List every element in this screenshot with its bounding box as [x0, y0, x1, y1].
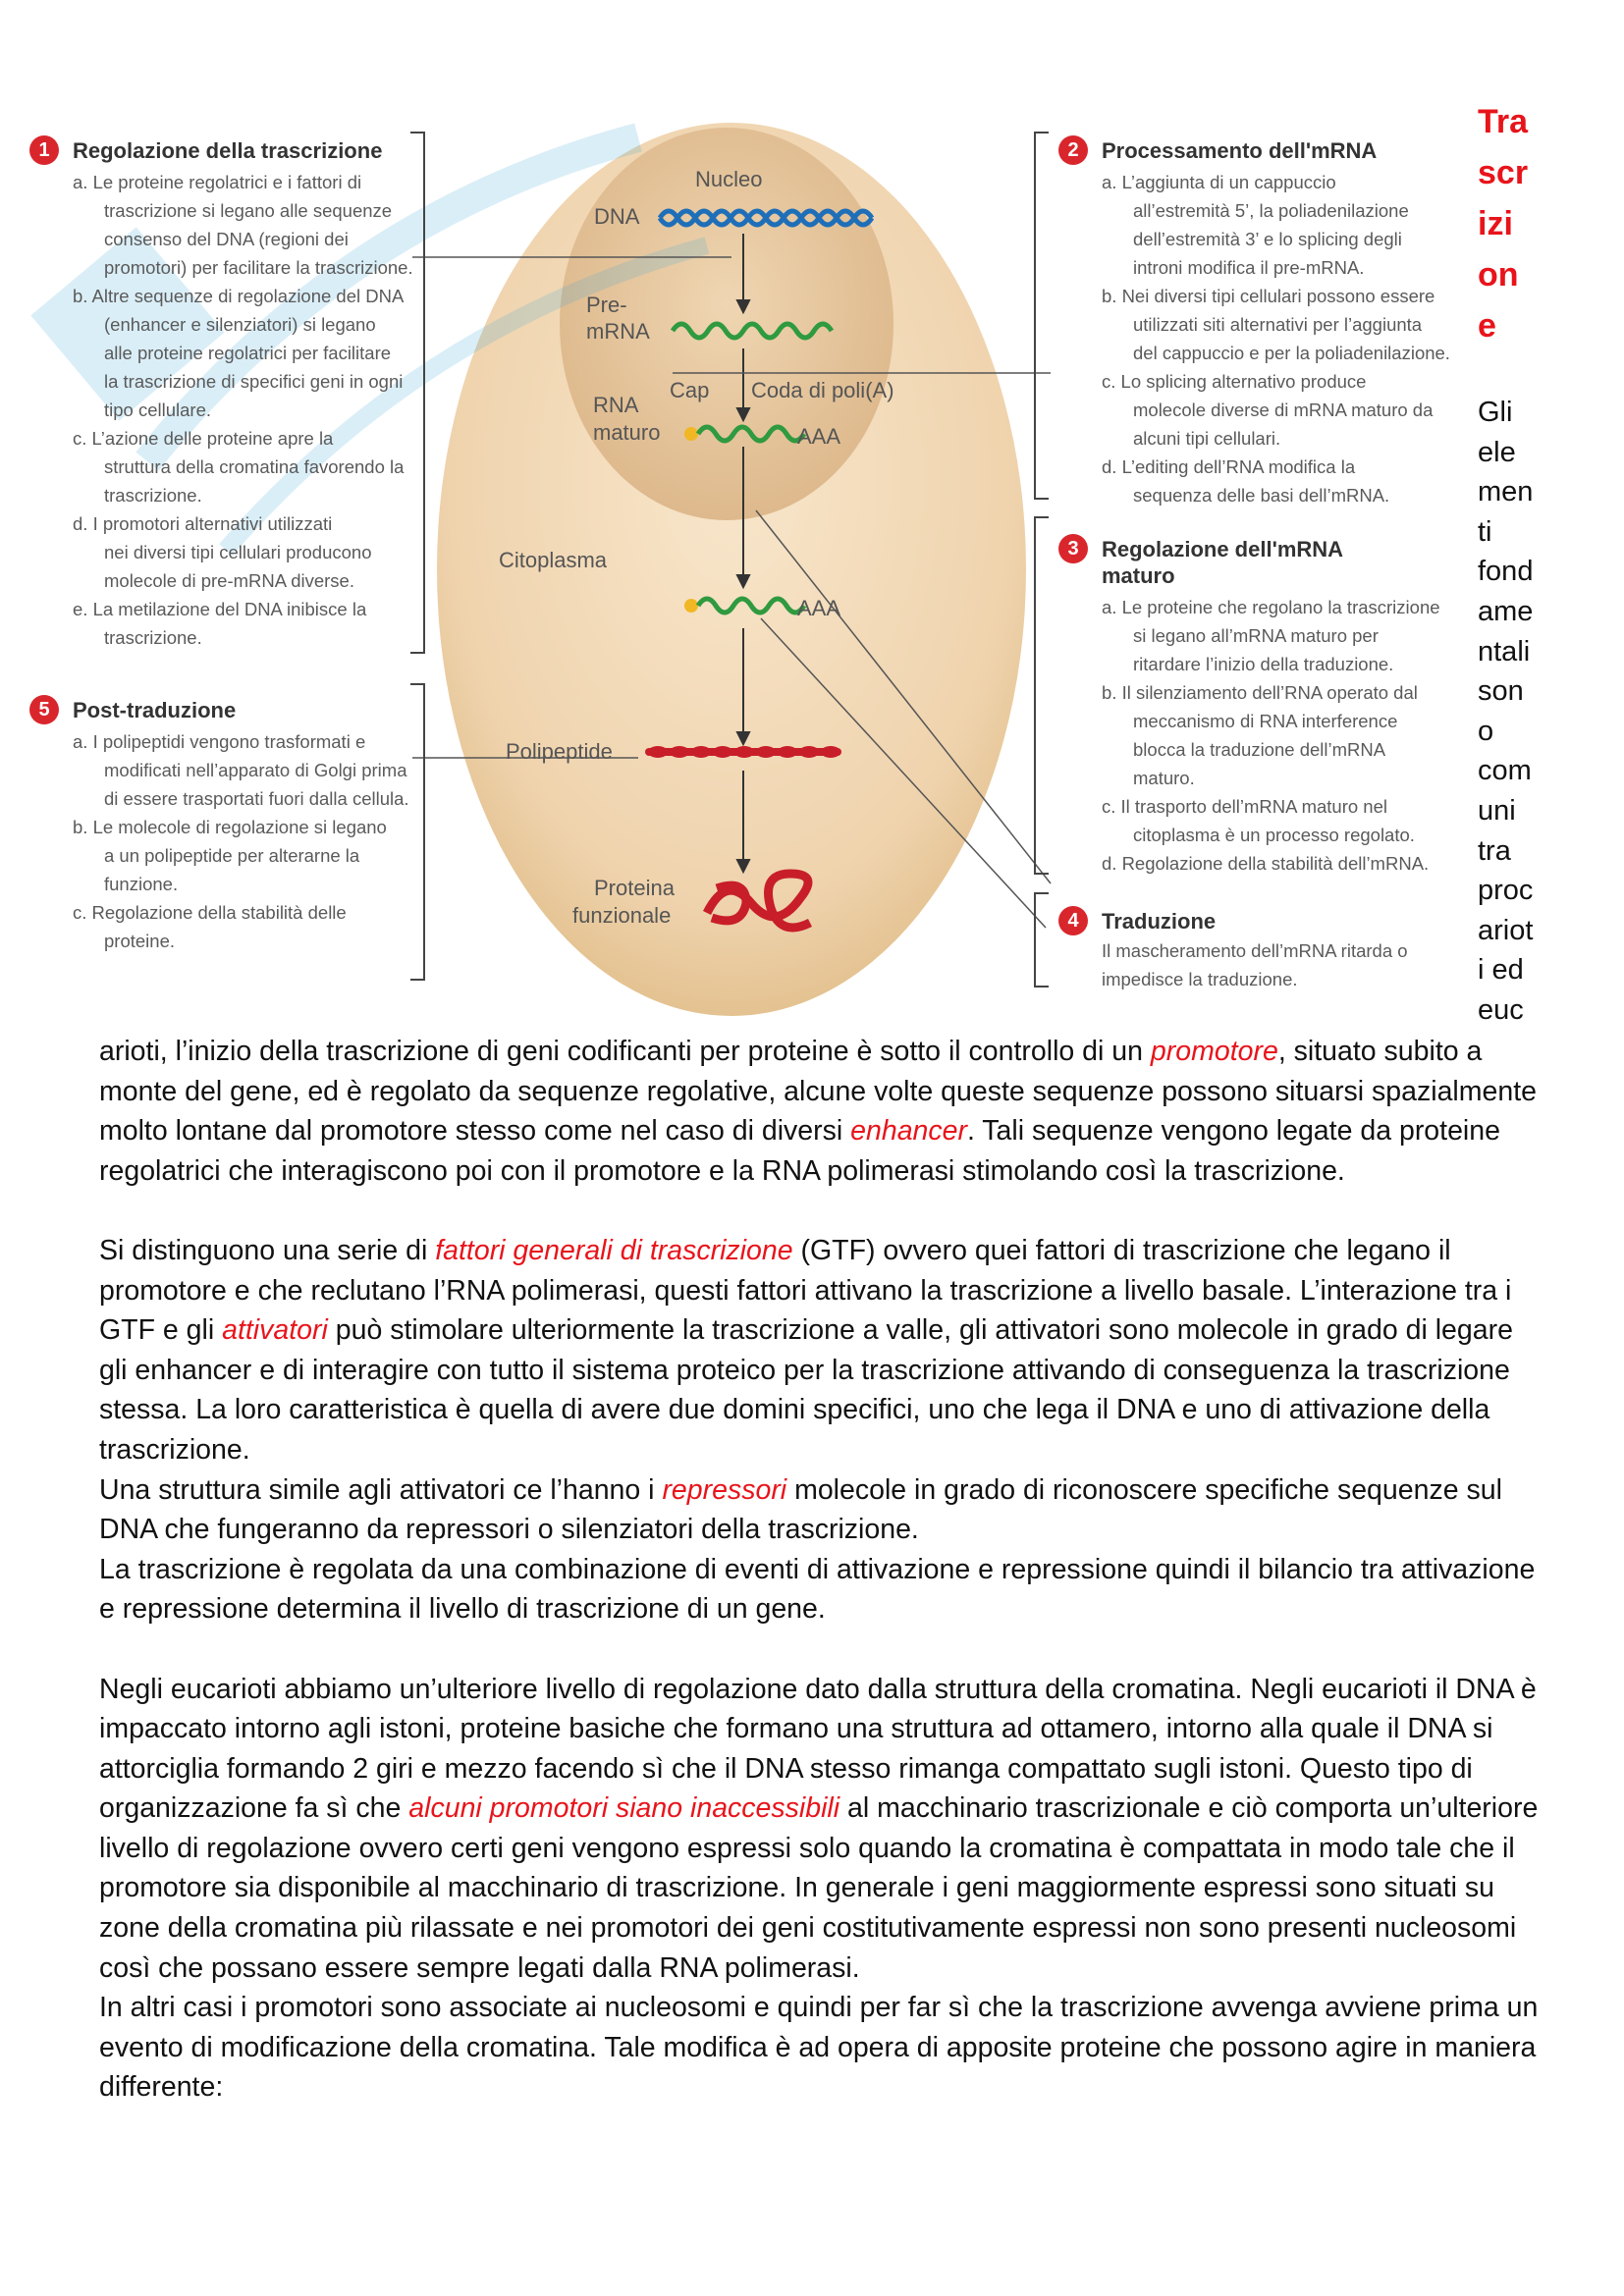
title-fragment: izi — [1478, 205, 1513, 242]
step-badge: 3 — [1058, 534, 1088, 563]
dna-label: DNA — [594, 204, 640, 229]
step-badge: 1 — [29, 135, 59, 165]
title-fragment: scr — [1478, 154, 1529, 191]
cap-label: Cap — [670, 378, 710, 402]
panel-items: a. I polipeptidi vengono trasformati e modificati nell’apparato di Golgi prima di essere trasportati fuori dalla cellula. b. Le molecole di regolazione si legano a un polipeptide per alterarne la funzione. c. Regolazione della stabilità delle proteine. — [73, 731, 409, 951]
paragraph-gtf: Si distinguono una serie di fattori generali di trascrizione (GTF) ovvero quei fattori di trascrizione che legano il promotore e che reclutano l’RNA polimerasi, questi fattori attivano la trascrizione a livello basale. L’interazione tra i GTF e gli attivatori può stimolare ulteriormente la trascrizione a valle, gli attivatori sono molecole in grado di legare gli enhancer e di interagire con tutto il sistema proteico per la trascrizione attivando di conseguenza la trascrizione stessa. La loro caratteristica è quella di avere due domini specifici, uno che lega il DNA e uno di attivazione della trascrizione. — [99, 1234, 1513, 1466]
aaa-label-cytoplasm: AAA — [797, 596, 841, 620]
title-fragment: e — [1478, 307, 1496, 345]
panel-items: a. L’aggiunta di un cappuccio all’estremità 5’, la poliadenilazione dell’estremità 3’ e lo splicing degli introni modifica il pre-mRNA. b. Nei diversi tipi cellulari possono essere utilizzati siti alternativi per l’aggiunta del cappuccio e per la poliadenilazione. c. Lo splicing alternativo produce molecole diverse di mRNA maturo da alcuni tipi cellulari. d. L’editing dell’RNA modifica la sequenza delle basi dell’mRNA. — [1102, 172, 1450, 506]
panel-title: 1 Regolazione della trascrizione — [29, 137, 422, 164]
aaa-label-nucleus: AAA — [797, 424, 841, 449]
panel-title: 4 Traduzione — [1058, 908, 1461, 934]
panel-title: 3 Regolazione dell'mRNA maturo — [1058, 536, 1461, 589]
panel-items: a. Le proteine che regolano la trascrizione si legano all’mRNA maturo per ritardare l’inizio della traduzione. b. Il silenziamento dell’RNA operato dal meccanismo di RNA interference blocca la traduzione dell’mRNA maturo. c. Il trasporto dell’mRNA maturo nel citoplasma è un processo regolato. d. Regolazione della stabilità dell’mRNA. — [1102, 597, 1440, 874]
cap-marker — [684, 427, 698, 441]
gene-expression-figure — [0, 0, 1624, 1050]
panel-post-translation — [29, 697, 422, 955]
paragraph-promoter: arioti, l’inizio della trascrizione di geni codificanti per proteine è sotto il controllo di un promotore, situato subito a monte del gene, ed è regolato da sequenze regolative, alcune volte queste sequenze possono situarsi spazialmente molto lontane dal promotore stesso come nel caso di diversi enhancer. Tali sequenze vengono legate da proteine regolatrici che interagiscono poi con il promotore e la RNA polimerasi stimolando così la trascrizione. — [99, 1036, 1537, 1187]
panel-items: a. Le proteine regolatrici e i fattori di trascrizione si legano alle sequenze consenso del DNA (regioni dei promotori) per facilitare la trascrizione. b. Altre sequenze di regolazione del DNA (enhancer e silenziatori) si legano alle proteine regolatrici per facilitare la trascrizione di specifici geni in ogni tipo cellulare. c. L’azione delle proteine apre la struttura della cromatina favorendo la trascrizione. d. I promotori alternativi utilizzati nei diversi tipi cellulari producono molecole di pre-mRNA diverse. e. La metilazione del DNA inibisce la trascrizione. — [73, 172, 413, 648]
nucleus-label: Nucleo — [695, 167, 763, 191]
poly-a-tail-label: Coda di poli(A) — [751, 378, 894, 402]
panel-title: 5 Post-traduzione — [29, 697, 422, 723]
cap-marker-cytoplasm — [684, 599, 698, 613]
pre-mrna-label-1: Pre- — [586, 293, 627, 317]
paragraph-repressors: Una struttura simile agli attivatori ce l’hanno i repressori molecole in grado di riconoscere specifiche sequenze sul DNA che fungeranno da repressori o silenziatori della trascrizione. — [99, 1473, 1502, 1546]
panel-note-line: impedisce la traduzione. — [1102, 969, 1298, 989]
rna-label-1: RNA — [593, 393, 639, 417]
panel-mrna-processing — [1058, 137, 1461, 509]
step-badge: 5 — [29, 695, 59, 724]
cytoplasm-label: Citoplasma — [499, 548, 608, 572]
paragraph-chromatin-modification: In altri casi i promotori sono associate ai nucleosomi e quindi per far sì che la trascrizione avvenga avviene prima un evento di modificazione della cromatina. Tale modifica è ad opera di apposite proteine che possono agire in maniera differente: — [99, 1992, 1539, 2104]
rna-label-2: maturo — [593, 420, 661, 445]
step-badge: 4 — [1058, 906, 1088, 935]
title-fragment: on — [1478, 256, 1519, 294]
panel-transcription-regulation — [29, 137, 422, 652]
panel-note-line: Il mascheramento dell’mRNA ritarda o — [1102, 940, 1408, 961]
section-title-vertical — [1478, 96, 1556, 351]
polypeptide-label: Polipeptide — [506, 739, 613, 764]
paragraph-chromatin: Negli eucarioti abbiamo un’ulteriore livello di regolazione dato dalla struttura della cromatina. Negli eucarioti il DNA è impaccato intorno agli istoni, proteine basiche che formano una struttura ad ottamero, intorno alla quale il DNA si attorciglia formando 2 giri e mezzo facendo sì che il DNA stesso rimanga compattato sugli istoni. Questo tipo di organizzazione fa sì che alcuni promotori siano inaccessibili al macchinario trascrizionale e ciò comporta un’ulteriore livello di regolazione ovvero certi geni vengono espressi solo quando la cromatina è compattata in modo tale che il promotore sia disponibile al macchinario di trascrizione. In generale i geni maggiormente espressi sono situati su zone della cromatina più rilassate e nei promotori dei geni costitutivamente espressi non sono presenti nucleosomi così che possano essere sempre legati dalla RNA polimerasi. — [99, 1673, 1539, 1984]
document-body — [99, 1032, 1543, 2108]
title-fragment: Tra — [1478, 103, 1529, 140]
step-badge: 2 — [1058, 135, 1088, 165]
protein-label-2: funzionale — [572, 903, 672, 928]
polypeptide-chain — [645, 746, 841, 758]
side-text-column: Gli ele men ti fond ame ntali son o com uni tra proc ariot i ed euc — [1478, 397, 1534, 1026]
pre-mrna-label-2: mRNA — [586, 319, 650, 344]
protein-label-1: Proteina — [594, 876, 675, 900]
panel-translation — [1058, 908, 1461, 993]
panel-mature-mrna-regulation — [1058, 536, 1461, 878]
panel-title: 2 Processamento dell'mRNA — [1058, 137, 1461, 164]
paragraph-balance: La trascrizione è regolata da una combinazione di eventi di attivazione e repressione quindi il bilancio tra attivazione e repressione determina il livello di trascrizione di un gene. — [99, 1553, 1536, 1626]
